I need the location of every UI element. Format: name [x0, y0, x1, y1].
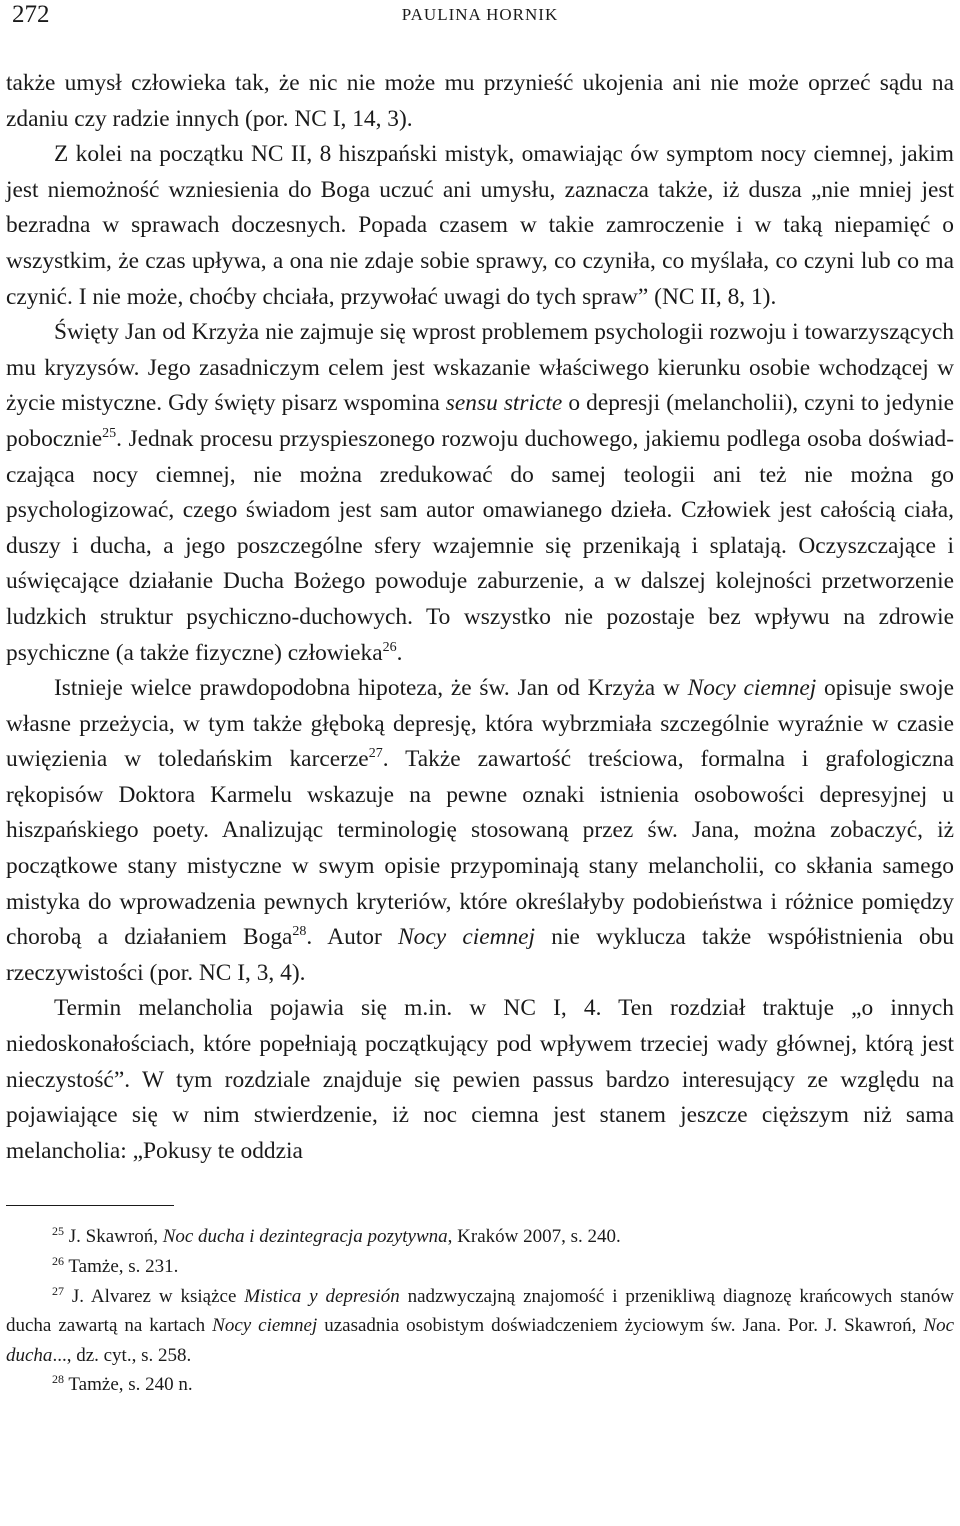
text-run: Święty Jan od Krzyża nie zajmuje się wprost problemem psychologii rozwoju i towarzyszących mu kryzysów. Jego zasadniczym celem jest wskazanie właściwego kierunku osobie wchodzącej w życie mistyczne. Gdy święty pisarz wspomina — [6, 319, 954, 417]
text-run: . Autor — [306, 924, 399, 951]
text-run: Tamże, s. 240 n. — [64, 1374, 193, 1396]
paragraph — [6, 991, 954, 1169]
footnote-marker: 25 — [102, 425, 117, 441]
text-run: . Jednak procesu przyspieszonego rozwoju duchowego, jakiemu podlega osoba doświadczająca nocy ciemnej, nie można zredukować do samej teologii ani też nie można go psychologizować, czego świadom jest sam autor omawianego dzieła. Człowiek jest całością ciała, duszy i ducha, a jego poszczególne sfery wzajemnie się przenikają i splatają. Oczyszczające i uświęcające działanie Ducha Bożego powoduje zaburzenie, a w dalszej kolejności przetworzenie ludzkich struktur psychiczno-duchowych. To wszystko nie pozostaje bez wpływu na zdrowie psychiczne (a także fizyczne) człowieka — [6, 425, 954, 666]
text-run: o depresji (melancholii), czyni to jedynie pobocznie — [6, 390, 954, 452]
footnote-marker: 26 — [52, 1254, 64, 1268]
text-run: . — [396, 639, 403, 666]
italic-text: Nocy ciemnej — [212, 1315, 318, 1337]
footnote — [6, 1370, 954, 1400]
italic-text: sensu stricte — [445, 390, 563, 417]
footnote — [6, 1282, 954, 1371]
paragraph — [6, 671, 954, 991]
text-run: także umysł człowieka tak, że nic nie może mu przynieść ukojenia ani nie może oprzeć sądu na zdaniu czy radzie innych (por. NC I, 14, 3). — [6, 70, 954, 132]
paragraph — [6, 315, 954, 671]
footnote — [6, 1252, 954, 1282]
footnotes — [6, 1222, 954, 1400]
paragraph — [6, 137, 954, 315]
body-text — [6, 66, 954, 1169]
page-header — [6, 0, 954, 44]
italic-text: Nocy ciemnej — [687, 675, 817, 702]
text-run: . Także zawartość treściowa, formalna i grafologiczna rękopisów Doktora Karmelu wskazuje na pewne oznaki istnienia osobowości depresyjnej u hiszpańskiego poety. Analizując terminologię stosowaną przez św. Jana, można zobaczyć, iż początkowe stany mistyczne w swym opisie przypominają stany melancholii, co skłania samego mistyka do wprowadzenia pewnych kryteriów, które określałyby podobieństwa i różnice pomiędzy chorobą a działaniem Boga — [6, 746, 954, 951]
text-run: uzasadnia osobistym doświadczeniem życiowym św. Jana. Por. J. Skawroń, — [317, 1315, 924, 1337]
footnote-marker: 28 — [292, 924, 307, 940]
footnote-separator — [6, 1205, 174, 1206]
text-run: Tamże, s. 231. — [64, 1256, 179, 1277]
paragraph — [6, 66, 954, 137]
text-run: Termin melancholia pojawia się m.in. w NC I, 4. Ten rozdział traktuje „o innych niedoskonałościach, które popełniają początkujący pod wpływem trzeciej wady głównej, którą jest nieczystość”. W tym rozdziale znajduje się pewien passus bardzo interesujący ze względu na pojawiające się w nim stwierdzenie, iż noc ciemna jest stanem jeszcze cięższym niż sama melancholia: „Pokusy te oddzia — [6, 995, 954, 1164]
footnote — [6, 1222, 954, 1252]
text-run: ..., dz. cyt., s. 258. — [52, 1344, 192, 1366]
footnote-marker: 26 — [382, 639, 397, 655]
footnote-marker: 25 — [52, 1224, 64, 1239]
page-number: 272 — [12, 1, 50, 28]
text-run: J. Alvarez w książce — [64, 1285, 245, 1307]
text-run: Z kolei na początku NC II, 8 hiszpański mistyk, omawiając ów symptom nocy ciemnej, jakim jest niemożność wzniesienia do Boga uczuć ani umysłu, zaznacza także, iż dusza „nie mniej jest bezradna w sprawach doczesnych. Popada czasem w takie zamroczenie i w taką niepamięć o wszystkim, że czas upływa, a ona nie zdaje sobie sprawy, co czyniła, co myślała, co czyni lub co ma czynić. I nie może, choćby chciała, przywołać uwagi do tych spraw” (NC II, 8, 1). — [6, 141, 954, 310]
footnote-marker: 27 — [52, 1283, 64, 1298]
italic-text: Noc ducha i dezintegracja pozytywna — [162, 1226, 448, 1248]
italic-text: Nocy ciemnej — [398, 924, 536, 951]
text-run: nadzwyczajną znajomość i przenikliwą diagnozę krańcowych stanów ducha zawartą na kartach — [6, 1285, 954, 1337]
italic-text: Noc ducha — [6, 1315, 954, 1366]
text-run: Istnieje wielce prawdopodobna hipoteza, że św. Jan od Krzyża w — [54, 675, 688, 702]
text-run: , Kraków 2007, s. 240. — [447, 1226, 621, 1248]
italic-text: Mistica y depresión — [244, 1285, 400, 1307]
text-run: opisuje swoje własne przeżycia, w tym także głęboką depresję, która wybrzmiała szczególnie wyraźnie w czasie uwięzienia w toledańskim karcerze — [6, 675, 954, 773]
text-run: J. Skawroń, — [64, 1226, 163, 1248]
text-run: nie wyklucza także współistnienia obu rzeczywistości (por. NC I, 3, 4). — [6, 924, 955, 986]
running-head: PAULINA HORNIK — [401, 5, 559, 24]
footnote-marker: 27 — [368, 746, 383, 762]
footnote-marker: 28 — [52, 1372, 64, 1387]
